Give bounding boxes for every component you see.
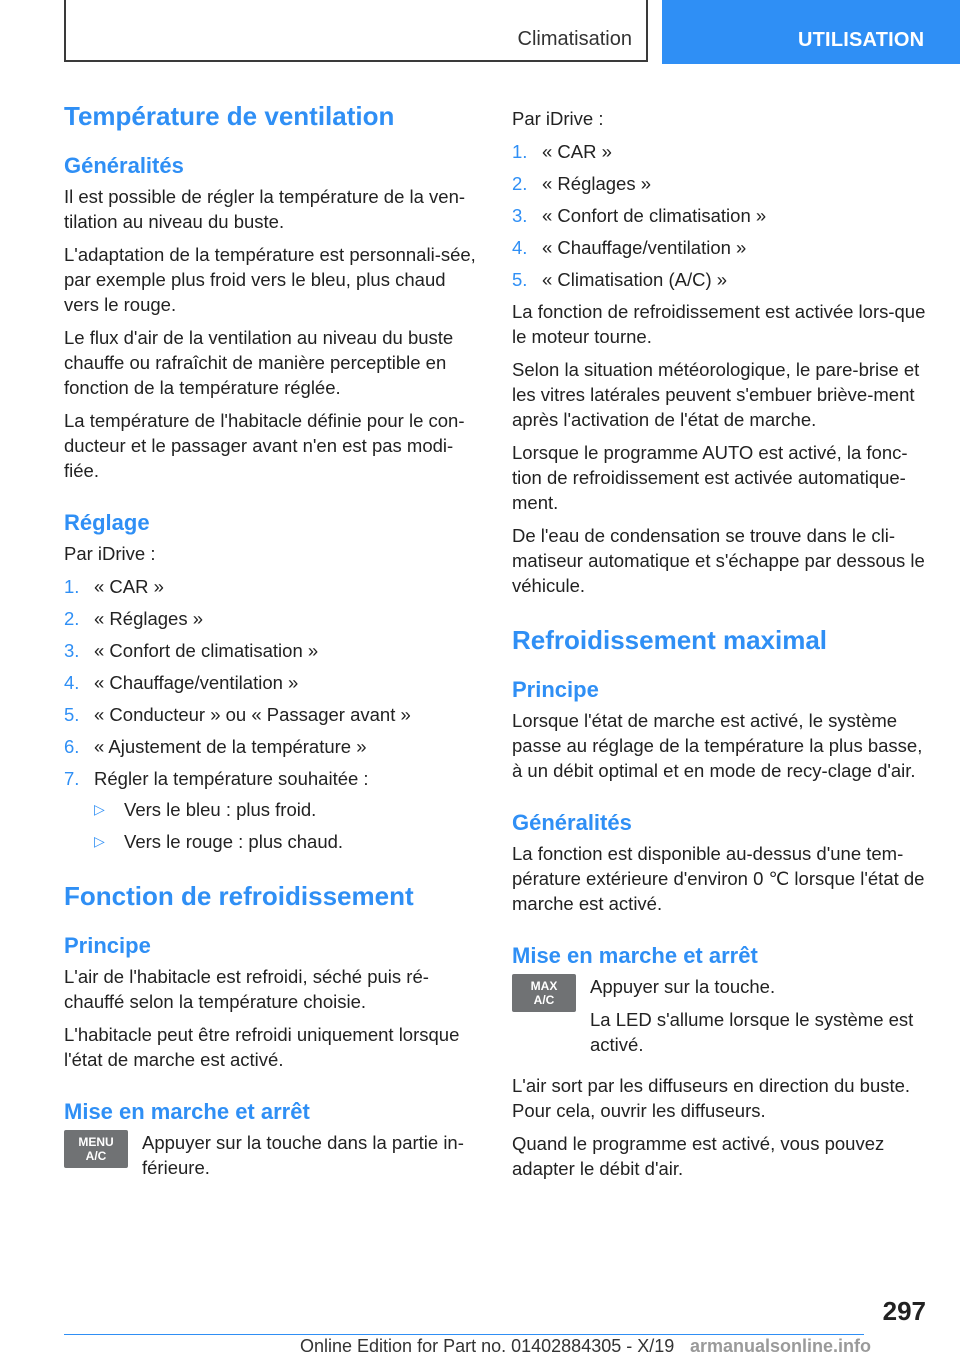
section-mise-en-marche: [512, 942, 932, 1181]
step-text: « CAR »: [94, 576, 164, 597]
key-instruction: [512, 974, 932, 1065]
step-text: « Chauffage/ventilation »: [542, 237, 747, 258]
list-item: [64, 670, 484, 695]
paragraph: Lorsque le programme AUTO est activé, la fonc-tion de refroidissement est activée automatique-ment.: [512, 442, 908, 513]
step-number: 4.: [512, 237, 528, 258]
list-item: [64, 574, 484, 599]
subheading-mise-en-marche: Mise en marche et arrêt: [64, 1099, 310, 1124]
list-item: [512, 203, 932, 228]
step-text: « Réglages »: [542, 173, 652, 194]
subheading-reglage: Réglage: [64, 510, 150, 535]
left-column: [64, 100, 484, 1214]
list-item: [512, 267, 932, 292]
section-climatisation-notes: [512, 299, 932, 598]
step-text: « Climatisation (A/C) »: [542, 269, 728, 290]
paragraph: L'habitacle peut être refroidi uniquement lorsque l'état de marche est activé.: [64, 1024, 460, 1070]
key-label-line2: A/C: [85, 1149, 107, 1163]
key-label-line1: MENU: [78, 1135, 114, 1149]
footer-edition: Online Edition for Part no. 01402884305 - X/19: [300, 1336, 675, 1356]
paragraph: Selon la situation météorologique, le pare-brise et les vitres latérales peuvent s'embuer briève-ment après l'activation de l'état de marche.: [512, 359, 920, 430]
footer-watermark: armanualsonline.info: [690, 1336, 872, 1356]
heading-temperature-ventilation: Température de ventilation: [64, 101, 395, 131]
triangle-bullet-icon: ▷: [94, 801, 105, 817]
subheading-generalites: Généralités: [64, 153, 184, 178]
paragraph: La température de l'habitacle définie pour le con-ducteur et le passager avant n'en est pas modi-fiée.: [64, 410, 465, 481]
step-text: « Réglages »: [94, 608, 204, 629]
paragraph: Appuyer sur la touche.: [590, 976, 776, 997]
substep-text: Vers le bleu : plus froid.: [124, 799, 317, 820]
paragraph: De l'eau de condensation se trouve dans le cli-matiseur automatique et s'échappe par dessous le véhicule.: [512, 525, 925, 596]
list-item: [512, 139, 932, 164]
header-section-box: [64, 0, 648, 62]
paragraph: Par iDrive :: [64, 543, 156, 564]
menu-ac-key-icon: [64, 1130, 128, 1168]
step-text: « Confort de climatisation »: [94, 640, 319, 661]
key-instruction-text: [590, 974, 932, 1065]
max-ac-key-icon: [512, 974, 576, 1012]
step-number: 1.: [512, 141, 528, 162]
step-number: 2.: [64, 608, 80, 629]
paragraph: La LED s'allume lorsque le système est activé.: [590, 1009, 914, 1055]
section-generalites: [64, 152, 484, 483]
page-number: 297: [882, 1296, 926, 1326]
paragraph: Il est possible de régler la température de la ven-tilation au niveau du buste.: [64, 186, 466, 232]
triangle-bullet-icon: ▷: [94, 833, 105, 849]
subheading-principe: Principe: [512, 677, 599, 702]
step-text: « CAR »: [542, 141, 612, 162]
list-item: [94, 829, 484, 854]
substep-text: Vers le rouge : plus chaud.: [124, 831, 344, 852]
list-item: [512, 235, 932, 260]
step-text: « Chauffage/ventilation »: [94, 672, 299, 693]
key-label-line2: A/C: [533, 993, 555, 1007]
subheading-generalites: Généralités: [512, 810, 632, 835]
subheading-mise-en-marche: Mise en marche et arrêt: [512, 943, 758, 968]
step-number: 2.: [512, 173, 528, 194]
paragraph: L'adaptation de la température est personnali-sée, par exemple plus froid vers le bleu, plus chaud vers le rouge.: [64, 244, 476, 315]
step-text: « Confort de climatisation »: [542, 205, 767, 226]
section-mise-en-marche: [64, 1098, 484, 1188]
steps-list: [64, 574, 484, 854]
step-number: 3.: [512, 205, 528, 226]
section-reglage: [64, 509, 484, 854]
key-instruction: [64, 1130, 484, 1188]
paragraph: Lorsque l'état de marche est activé, le système passe au réglage de la température la plus basse, à un débit optimal et en mode de recy-clage d'air.: [512, 710, 923, 781]
step-text: « Conducteur » ou « Passager avant »: [94, 704, 411, 725]
step-number: 4.: [64, 672, 80, 693]
footer-divider: [64, 1334, 864, 1335]
list-item: [512, 171, 932, 196]
section-principe: [64, 932, 484, 1072]
step-text: « Ajustement de la température »: [94, 736, 367, 757]
paragraph: Quand le programme est activé, vous pouvez adapter le débit d'air.: [512, 1133, 885, 1179]
step-number: 1.: [64, 576, 80, 597]
list-item: [64, 702, 484, 727]
paragraph: La fonction de refroidissement est activée lors-que le moteur tourne.: [512, 301, 926, 347]
step-text: Régler la température souhaitée :: [94, 768, 369, 789]
paragraph: Par iDrive :: [512, 108, 604, 129]
step-number: 3.: [64, 640, 80, 661]
right-column: [512, 106, 932, 1189]
list-item: [64, 638, 484, 663]
step-number: 5.: [512, 269, 528, 290]
steps-list: [512, 139, 932, 292]
header-section-title: Climatisation: [517, 28, 632, 50]
section-generalites: [512, 809, 932, 916]
paragraph: L'air de l'habitacle est refroidi, séché puis ré-chauffé selon la température choisie.: [64, 966, 429, 1012]
list-item: [64, 734, 484, 759]
step-number: 5.: [64, 704, 80, 725]
step-number: 6.: [64, 736, 80, 757]
step-number: 7.: [64, 768, 80, 789]
paragraph: L'air sort par les diffuseurs en direction du buste. Pour cela, ouvrir les diffuseurs.: [512, 1075, 911, 1121]
section-principe: [512, 676, 932, 783]
list-item: [64, 766, 484, 854]
paragraph: Appuyer sur la touche dans la partie in-férieure.: [142, 1132, 464, 1178]
substeps-list: [94, 797, 484, 854]
paragraph: Le flux d'air de la ventilation au niveau du buste chauffe ou rafraîchit de manière perceptible en fonction de la température réglée.: [64, 327, 454, 398]
heading-refroidissement-maximal: Refroidissement maximal: [512, 625, 828, 655]
heading-fonction-refroidissement: Fonction de refroidissement: [64, 881, 414, 911]
key-label-line1: MAX: [530, 979, 558, 993]
list-item: [94, 797, 484, 822]
paragraph: La fonction est disponible au-dessus d'une tem-pérature extérieure d'environ 0 ℃ lorsque l'état de marche est activé.: [512, 843, 925, 914]
header-chapter-tab[interactable]: UTILISATION: [662, 0, 960, 64]
list-item: [64, 606, 484, 631]
subheading-principe: Principe: [64, 933, 151, 958]
